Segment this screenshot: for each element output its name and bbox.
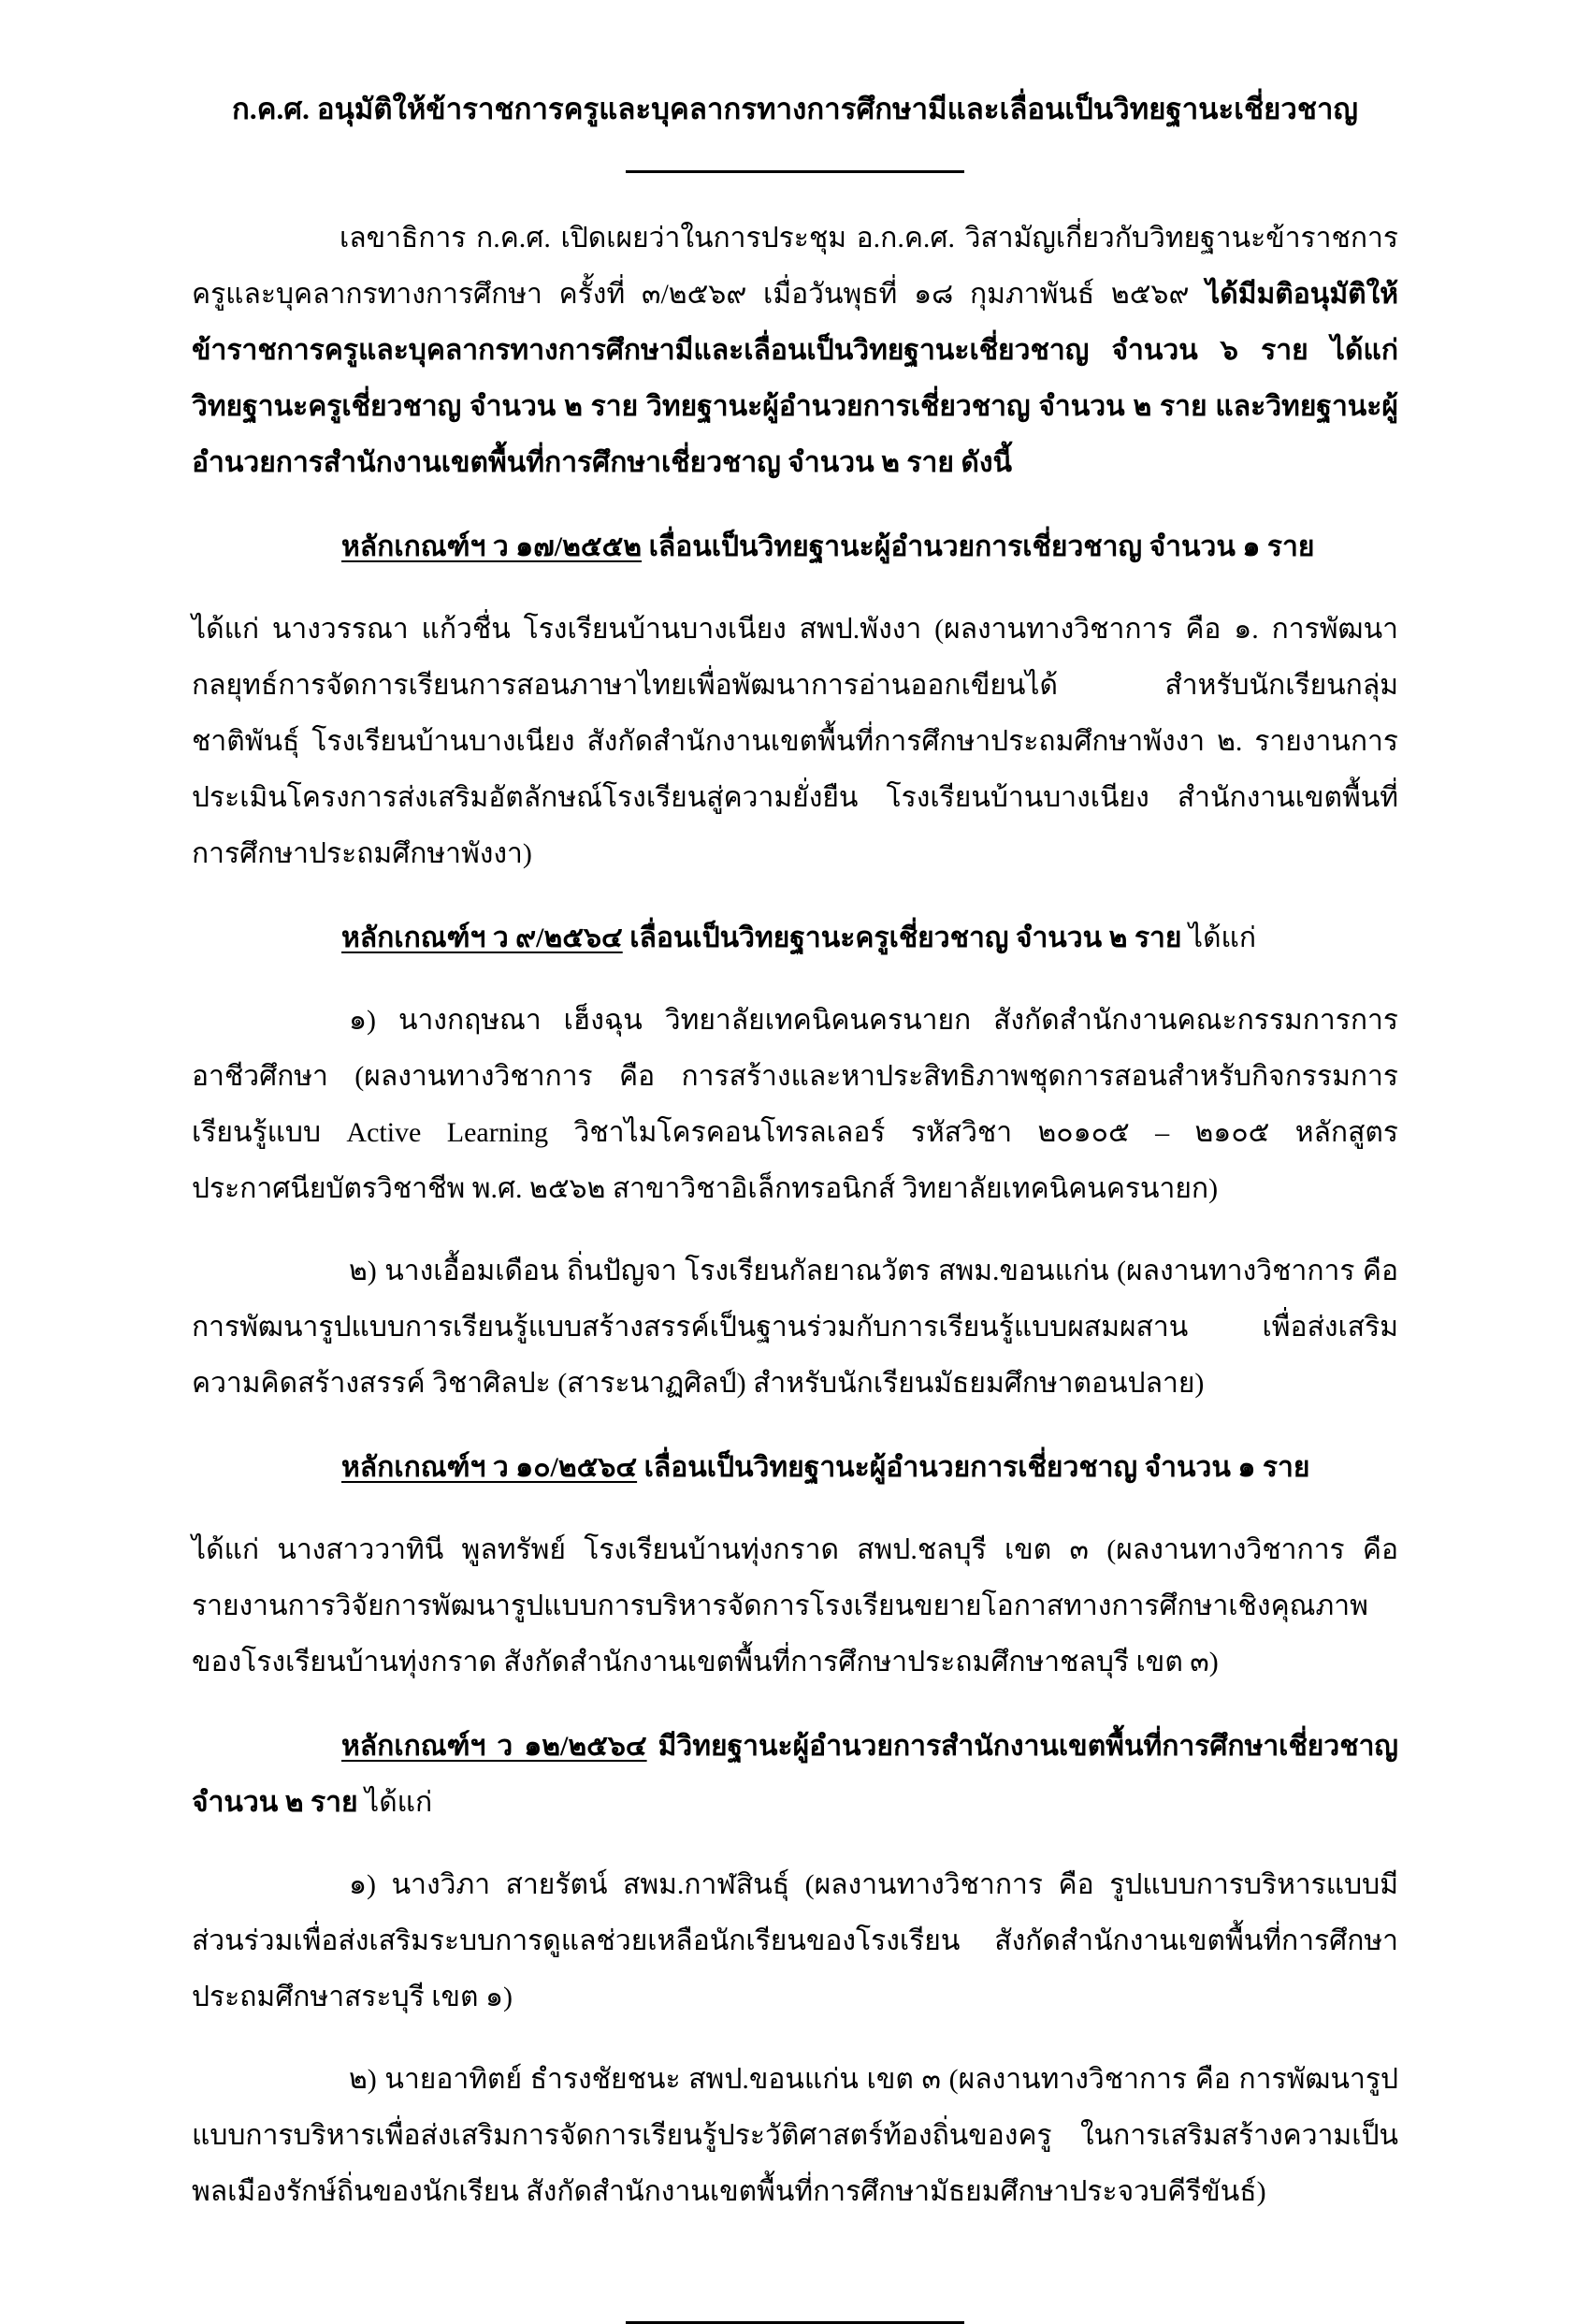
- criterion-label: หลักเกณฑ์ฯ ว ๑๐/๒๕๖๔: [341, 1451, 638, 1483]
- intro-paragraph: [192, 211, 1398, 491]
- criterion-label: หลักเกณฑ์ฯ ว ๑๗/๒๕๕๒: [341, 530, 643, 562]
- section-heading: [192, 519, 1398, 575]
- divider-bottom-wrap: [192, 2321, 1398, 2324]
- list-item: ๒) นางเอื้อมเดือน ถิ่นปัญจา โรงเรียนกัลยาณวัตร สพม.ขอนแก่น (ผลงานทางวิชาการ คือ การพัฒนารูปแบบการเรียนรู้แบบสร้างสรรค์เป็นฐานร่วมกับการเรียนรู้แบบผสมผสาน เพื่อส่งเสริมความคิดสร้างสรรค์ วิชาศิลปะ (สาระนาฏศิลป์) สำหรับนักเรียนมัธยมศึกษาตอนปลาย): [192, 1255, 1398, 1399]
- intro-normal-text: เลขาธิการ ก.ค.ศ. เปิดเผยว่าในการประชุม อ.ก.ค.ศ. วิสามัญเกี่ยวกับวิทยฐานะข้าราชการครูและบุคลากรทางการศึกษา ครั้งที่ ๓/๒๕๖๙ เมื่อวันพุธที่ ๑๘ กุมภาพันธ์ ๒๕๖๙: [192, 222, 1398, 310]
- list-item: ๒) นายอาทิตย์ ธำรงชัยชนะ สพป.ขอนแก่น เขต ๓ (ผลงานทางวิชาการ คือ การพัฒนารูปแบบการบริหารเพื่อส่งเสริมการจัดการเรียนรู้ประวัติศาสตร์ท้องถิ่นของครู ในการเสริมสร้างความเป็นพลเมืองรักษ์ถิ่นของนักเรียน สังกัดสำนักงานเขตพื้นที่การศึกษามัธยมศึกษาประจวบคีรีขันธ์): [192, 2063, 1398, 2207]
- list-item: ๑) นางกฤษณา เฮ็งฉุน วิทยาลัยเทคนิคนครนายก สังกัดสำนักงานคณะกรรมการการอาชีวศึกษา (ผลงานทางวิชาการ คือ การสร้างและหาประสิทธิภาพชุดการสอนสำหรับกิจกรรมการเรียนรู้แบบ Active Learning วิชาไมโครคอนโทรลเลอร์ รหัสวิชา ๒๐๑๐๕ – ๒๑๐๕ หลักสูตรประกาศนียบัตรวิชาชีพ พ.ศ. ๒๕๖๒ สาขาวิชาอิเล็กทรอนิกส์ วิทยาลัยเทคนิคนครนายก): [192, 1004, 1398, 1204]
- section-heading: [192, 1719, 1398, 1831]
- section-heading: [192, 1440, 1398, 1496]
- section-heading: [192, 910, 1398, 966]
- section-criterion-9-2564: [192, 910, 1398, 1412]
- section-body: ได้แก่ นางสาววาทินี พูลทรัพย์ โรงเรียนบ้านทุ่งกราด สพป.ชลบุรี เขต ๓ (ผลงานทางวิชาการ คือ รายงานการวิจัยการพัฒนารูปแบบการบริหารจัดการโรงเรียนขยายโอกาสทางการศึกษาเชิงคุณภาพของโรงเรียนบ้านทุ่งกราด สังกัดสำนักงานเขตพื้นที่การศึกษาประถมศึกษาชลบุรี เขต ๓): [192, 1533, 1398, 1678]
- section-body: ได้แก่ นางวรรณา แก้วชื่น โรงเรียนบ้านบางเนียง สพป.พังงา (ผลงานทางวิชาการ คือ ๑. การพัฒนากลยุทธ์การจัดการเรียนการสอนภาษาไทยเพื่อพัฒนาการอ่านออกเขียนได้ สำหรับนักเรียนกลุ่มชาติพันธุ์ โรงเรียนบ้านบางเนียง สังกัดสำนักงานเขตพื้นที่การศึกษาประถมศึกษาพังงา ๒. รายงานการประเมินโครงการส่งเสริมอัตลักษณ์โรงเรียนสู่ความยั่งยืน โรงเรียนบ้านบางเนียง สำนักงานเขตพื้นที่การศึกษาประถมศึกษาพังงา): [192, 613, 1398, 869]
- criterion-heading-bold: เลื่อนเป็นวิทยฐานะครูเชี่ยวชาญ จำนวน ๒ ราย: [622, 922, 1182, 953]
- divider-bottom: [626, 2321, 964, 2324]
- list-item: ๑) นางวิภา สายรัตน์ สพม.กาฬสินธุ์ (ผลงานทางวิชาการ คือ รูปแบบการบริหารแบบมีส่วนร่วมเพื่อส่งเสริมระบบการดูแลช่วยเหลือนักเรียนของโรงเรียน สังกัดสำนักงานเขตพื้นที่การศึกษาประถมศึกษาสระบุรี เขต ๑): [192, 1868, 1398, 2012]
- page-title: ก.ค.ศ. อนุมัติให้ข้าราชการครูและบุคลากรทางการศึกษามีและเลื่อนเป็นวิทยฐานะเชี่ยวชาญ: [231, 93, 1359, 125]
- criterion-heading-bold: เลื่อนเป็นวิทยฐานะผู้อำนวยการเชี่ยวชาญ จำนวน ๑ ราย: [642, 530, 1315, 562]
- criterion-label: หลักเกณฑ์ฯ ว ๙/๒๕๖๔: [341, 922, 623, 953]
- section-criterion-12-2564: [192, 1719, 1398, 2220]
- criterion-label: หลักเกณฑ์ฯ ว ๑๒/๒๕๖๔: [341, 1730, 647, 1762]
- criterion-heading-bold: เลื่อนเป็นวิทยฐานะผู้อำนวยการเชี่ยวชาญ จำนวน ๑ ราย: [637, 1451, 1310, 1483]
- section-criterion-10-2564: [192, 1440, 1398, 1691]
- divider-top: [626, 170, 964, 173]
- criterion-heading-bold: มีวิทยฐานะผู้อำนวยการสำนักงานเขตพื้นที่การศึกษาเชี่ยวชาญ จำนวน ๒ ราย: [192, 1730, 1398, 1818]
- criterion-heading-normal: ได้แก่: [357, 1786, 433, 1818]
- title-spacer: [192, 173, 1398, 211]
- criterion-heading-normal: ได้แก่: [1181, 922, 1257, 953]
- intro-bold-text: ได้มีมติอนุมัติให้ข้าราชการครูและบุคลากรทางการศึกษามีและเลื่อนเป็นวิทยฐานะเชี่ยวชาญ จำนวน ๖ ราย ได้แก่ วิทยฐานะครูเชี่ยวชาญ จำนวน ๒ ราย วิทยฐานะผู้อำนวยการเชี่ยวชาญ จำนวน ๒ ราย และวิทยฐานะผู้อำนวยการสำนักงานเขตพื้นที่การศึกษาเชี่ยวชาญ จำนวน ๒ ราย ดังนี้: [192, 278, 1398, 478]
- section-criterion-17-2552: [192, 519, 1398, 882]
